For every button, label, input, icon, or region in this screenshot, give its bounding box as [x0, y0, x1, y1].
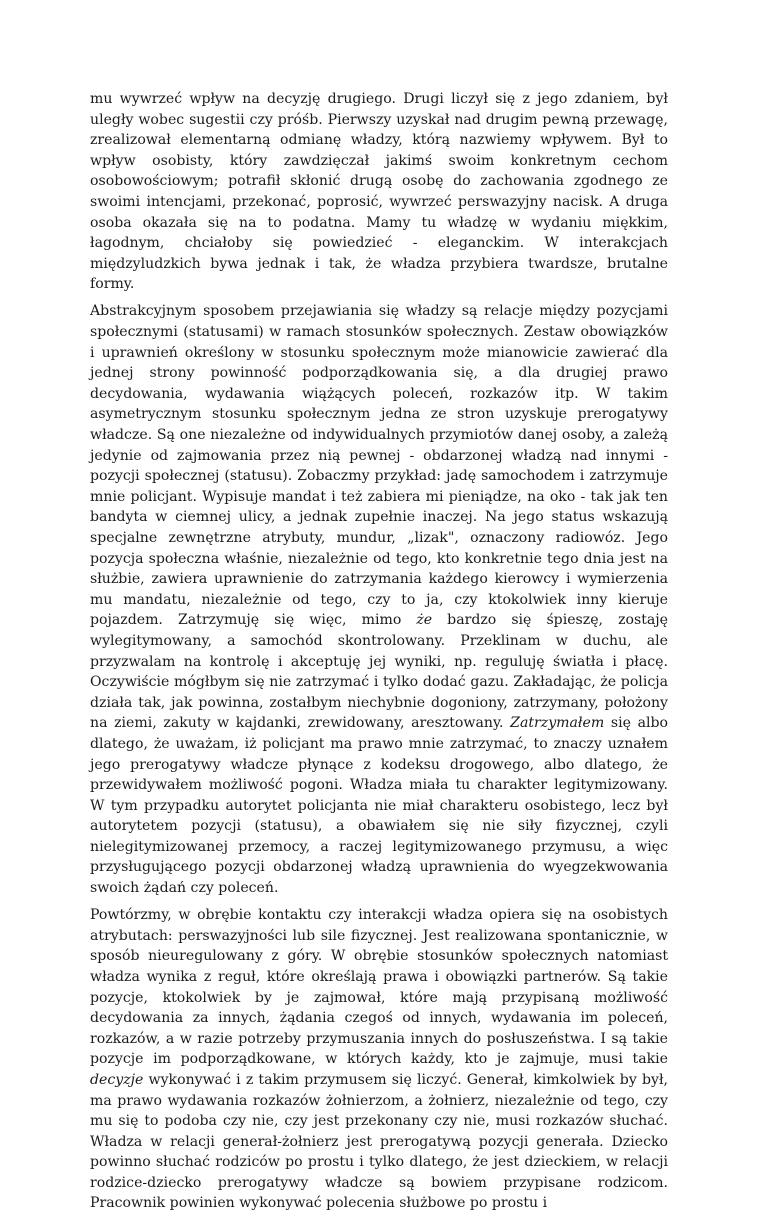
paragraph-2-text-a: Abstrakcyjnym sposobem przejawiania się władzy są relacje między pozycjami społecznymi (statusami) w ramach stosunków społecznych. Zestaw obowiązków i uprawnień określony w stosunku społecznym może mianowicie zawierać dla jednej strony powinność podporządkowania się, a dla drugiej prawo decydowania, wydawania wiążących poleceń, rozkazów itp. W takim asymetrycznym stosunku społecznym jedna ze stron uzyskuje prerogatywy władcze. Są one niezależne od indywidualnych przymiotów danej osoby, a zależą jedynie od zajmowania przez nią pewnej - obdarzonej władzą nad innymi - pozycji społecznej (statusu). Zobaczmy przykład: jadę samochodem i zatrzymuje mnie policjant. Wypisuje mandat i też zabiera mi pieniądze, na oko - tak jak ten bandyta w ciemnej ulicy, a jednak zupełnie inaczej. Na jego status wskazują specjalne zewnętrzne atrybuty, mundur, „lizak", oznaczony radiowóz. Jego pozycja społeczna właśnie, niezależnie od tego, kto konkretnie tego dnia jest na służbie, zawiera uprawnienie do zatrzymania każdego kierowcy i wymierzenia mu mandatu, niezależnie od tego, czy to ja, czy ktokolwiek inny kieruje pojazdem. Zatrzymuję się więc, mimo — [90, 303, 668, 629]
paragraph-2-text-c: się albo dlatego, że uważam, iż policjant ma prawo mnie zatrzymać, to znaczy uznałem jego prerogatywy władcze płynące z kodeksu drogowego, albo dlatego, że przewidywałem możliwość pogoni. Władza miała tu charakter legitymizowany. W tym przypadku autorytet policjanta nie miał charakteru osobistego, lecz był autorytetem pozycji (statusu), a obawiałem się nie siły fizycznej, czyli nielegitymizowanej przemocy, a raczej legitymizowanego przymusu, a więc przysługującego pozycji obdarzonej władzą uprawnienia do wyegzekwowania swoich żądań czy poleceń. — [90, 715, 668, 897]
paragraph-2 — [90, 301, 668, 898]
paragraph-3-italic-decyzje: decyzje — [90, 1071, 144, 1088]
paragraph-3-text-a: Powtórzmy, w obrębie kontaktu czy interakcji władza opiera się na osobistych atrybutach: perswazyjności lub sile fizycznej. Jest realizowana spontanicznie, w sposób nieuregulowany z góry. W obrębie stosunków społecznych natomiast władza wynika z reguł, które określają prawa i obowiązki partnerów. Są takie pozycje, ktokolwiek by je zajmował, które mają przypisaną możliwość decydowania za innych, żądania czegoś od innych, wydawania im poleceń, rozkazów, a w razie potrzeby przymuszania innych do posłuszeństwa. I są takie pozycje im podporządkowane, w których każdy, kto je zajmuje, musi takie — [90, 907, 668, 1068]
paragraph-1 — [90, 89, 668, 295]
paragraph-3-text-b: wykonywać i z takim przymusem się liczyć. Generał, kimkolwiek by był, ma prawo wydawania rozkazów żołnierzom, a żołnierz, niezależnie od tego, czy mu się to podoba czy nie, czy jest przekonany czy nie, musi rozkazów słuchać. Władza w relacji generał-żołnierz jest prerogatywą pozycji generała. Dziecko powinno słuchać rodziców po prostu i tylko dlatego, że jest dzieckiem, w relacji rodzice-dziecko prerogatywy władcze są bowiem przypisane rodzicom. Pracownik powinien wykonywać polecenia służbowe po prostu i — [90, 1071, 668, 1212]
paragraph-2-text-b: bardzo się śpieszę, zostaję wylegitymowany, a samochód skontrolowany. Przeklinam w duchu, ale przyzwalam na kontrolę i akceptuję jej wyniki, np. reguluję światła i płacę. Oczywiście mógłbym się nie zatrzymać i tylko dodać gazu. Zakładając, że policja działa tak, jak powinna, zostałbym niechybnie dogoniony, zatrzymany, położony na ziemi, zakuty w kajdanki, zrewidowany, aresztowany. — [90, 612, 668, 732]
document-page — [90, 89, 668, 1221]
paragraph-1-text: mu wywrzeć wpływ na decyzję drugiego. Drugi liczył się z jego zdaniem, był uległy wobec sugestii czy próśb. Pierwszy uzyskał nad drugim pewną przewagę, zrealizował elementarną odmianę władzy, którą nazwiemy wpływem. Był to wpływ osobisty, który zawdzięczał jakimś swoim konkretnym cechom osobowościowym; potrafił skłonić drugą osobę do zachowania zgodnego ze swoimi intencjami, przekonać, poprosić, wywrzeć perswazyjny nacisk. A druga osoba okazała się na to podatna. Mamy tu władzę w wydaniu miękkim, łagodnym, chciałoby się powiedzieć - eleganckim. W interakcjach międzyludzkich bywa jednak i tak, że władza przybiera twardsze, brutalne formy. — [90, 91, 668, 293]
paragraph-2-italic-ze: że — [416, 612, 433, 629]
paragraph-2-italic-zatrzymalem: Zatrzymałem — [510, 715, 605, 732]
paragraph-3 — [90, 905, 668, 1214]
